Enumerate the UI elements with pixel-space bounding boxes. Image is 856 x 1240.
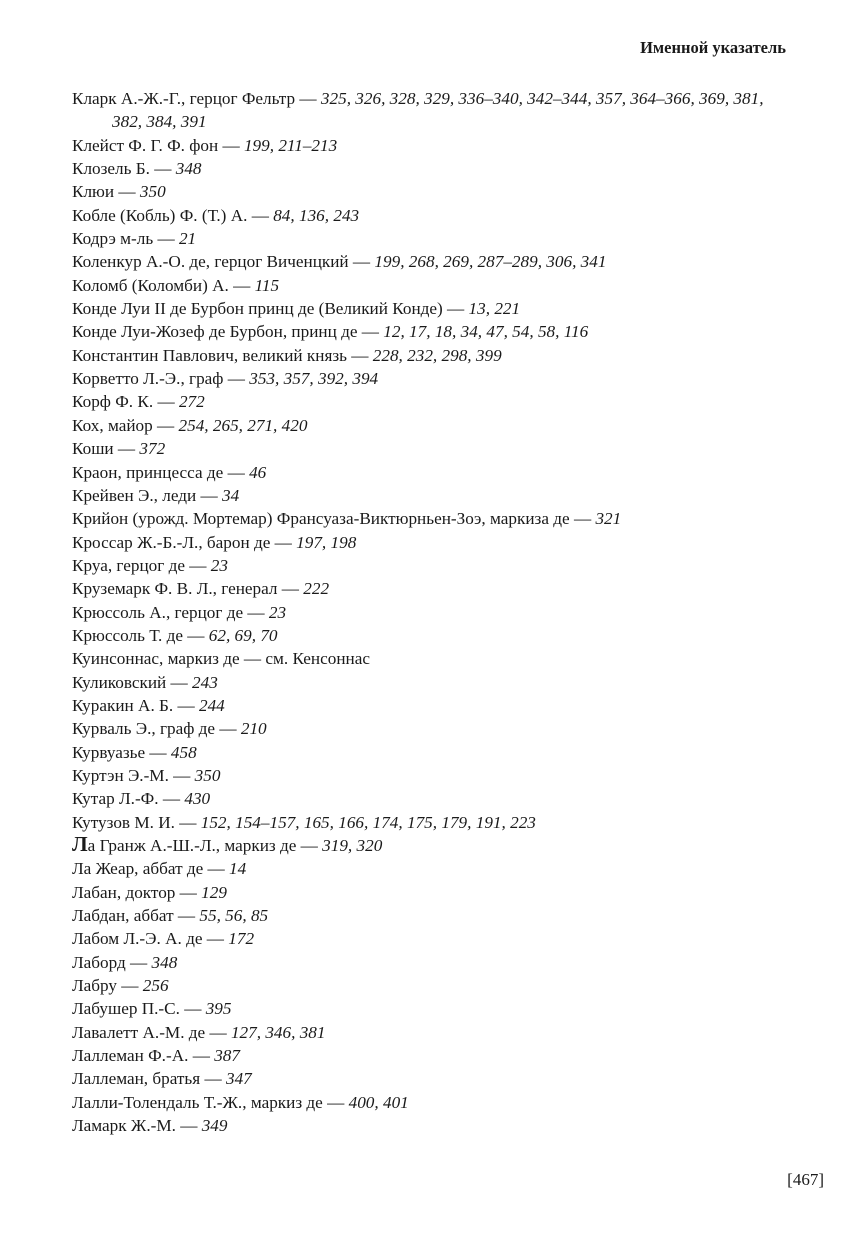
index-entry-name: Лабом Л.-Э. А. де — bbox=[72, 929, 229, 949]
index-entry bbox=[72, 927, 792, 950]
index-entry bbox=[72, 87, 792, 134]
index-entry-name: Корветто Л.-Э., граф — bbox=[72, 369, 250, 389]
index-entry-pages: 272 bbox=[178, 392, 205, 412]
index-entry-name: Клозель Б. — bbox=[72, 159, 176, 179]
index-entry-name: Крийон (урожд. Мортемар) Франсуаза-Виктюрньен-Зоэ, маркиза де — bbox=[72, 509, 596, 529]
index-entry-name: Куинсоннас, маркиз де — см. Кенсоннас bbox=[72, 649, 371, 669]
index-entry-name: Лавалетт А.-М. де — bbox=[72, 1022, 231, 1042]
index-entry bbox=[72, 484, 792, 507]
index-entry-name: Коленкур А.-О. де, герцог Виченцкий — bbox=[72, 252, 375, 272]
index-entry-pages: 372 bbox=[139, 439, 166, 459]
index-entry-name: а Гранж А.-Ш.-Л., маркиз де — bbox=[87, 836, 323, 855]
name-index-list bbox=[72, 87, 792, 1137]
index-entry-pages: 84, 136, 243 bbox=[273, 205, 360, 225]
index-entry-name: Ла Жеар, аббат де — bbox=[72, 859, 230, 879]
index-entry bbox=[72, 694, 792, 717]
index-entry-pages: 210 bbox=[240, 719, 267, 739]
index-entry-name: Коши — bbox=[72, 439, 140, 459]
index-entry-name: Куракин А. Б. — bbox=[72, 695, 199, 715]
index-entry bbox=[72, 1067, 792, 1090]
index-entry-pages: 256 bbox=[142, 976, 169, 996]
index-entry-name: Конде Луи II де Бурбон принц де (Великий Конде) — bbox=[72, 299, 469, 319]
index-entry-pages: 243 bbox=[192, 672, 218, 692]
index-entry-name: Кох, майор — bbox=[72, 415, 179, 435]
index-entry bbox=[72, 461, 792, 484]
index-entry bbox=[72, 904, 792, 927]
index-entry-name: Кроссар Ж.-Б.-Л., барон де — bbox=[72, 532, 297, 552]
index-entry-name: Лабан, доктор — bbox=[72, 882, 202, 902]
index-entry-name: Куртэн Э.-М. — bbox=[72, 765, 195, 785]
index-entry-pages: 228, 232, 298, 399 bbox=[372, 345, 502, 365]
index-entry bbox=[72, 577, 792, 600]
index-entry-pages: 319, 320 bbox=[322, 836, 383, 855]
index-entry bbox=[72, 344, 792, 367]
index-entry bbox=[72, 647, 792, 670]
index-entry bbox=[72, 554, 792, 577]
index-entry-pages: 14 bbox=[229, 859, 247, 879]
index-entry bbox=[72, 250, 792, 273]
index-entry-name: Лабру — bbox=[72, 976, 143, 996]
index-entry-pages: 349 bbox=[201, 1116, 228, 1136]
index-entry bbox=[72, 180, 792, 203]
index-entry-name: Лабушер П.-С. — bbox=[72, 999, 206, 1019]
index-entry-pages: 127, 346, 381 bbox=[230, 1022, 326, 1042]
index-entry-pages: 21 bbox=[178, 229, 197, 249]
index-entry bbox=[72, 204, 792, 227]
index-entry-pages: 348 bbox=[151, 952, 178, 972]
index-entry-name: Курваль Э., граф де — bbox=[72, 719, 241, 739]
index-entry-name: Лабдан, аббат — bbox=[72, 906, 200, 926]
index-entry-name: Кутар Л.-Ф. — bbox=[72, 789, 185, 809]
index-entry-pages: 152, 154–157, 165, 166, 174, 175, 179, 191, 223 bbox=[200, 812, 536, 832]
index-entry-name: Крейвен Э., леди — bbox=[72, 485, 222, 505]
index-entry bbox=[72, 717, 792, 740]
index-entry-name: Клюи — bbox=[72, 182, 140, 202]
index-entry-pages: 395 bbox=[205, 999, 232, 1019]
index-entry bbox=[72, 1091, 792, 1114]
index-entry bbox=[72, 297, 792, 320]
index-entry-pages: 400, 401 bbox=[348, 1092, 409, 1112]
index-entry-pages: 348 bbox=[175, 159, 202, 179]
index-entry-pages: 46 bbox=[249, 462, 267, 482]
index-entry bbox=[72, 390, 792, 413]
index-entry-pages: 222 bbox=[303, 579, 330, 599]
index-entry bbox=[72, 227, 792, 250]
index-entry bbox=[72, 134, 792, 157]
index-entry bbox=[72, 320, 792, 343]
index-entry bbox=[72, 1044, 792, 1067]
index-entry-pages: 350 bbox=[139, 182, 166, 202]
index-entry bbox=[72, 367, 792, 390]
index-entry-pages: 55, 56, 85 bbox=[199, 906, 269, 926]
index-entry-pages: 172 bbox=[228, 929, 255, 949]
index-entry bbox=[72, 951, 792, 974]
index-entry-name: Лаборд — bbox=[72, 952, 152, 972]
index-entry-name: Краон, принцесса де — bbox=[72, 462, 250, 482]
index-entry-pages: 244 bbox=[198, 695, 225, 715]
index-entry bbox=[72, 274, 792, 297]
index-entry-pages: 458 bbox=[170, 742, 197, 762]
index-entry-name: Курвуазье — bbox=[72, 742, 171, 762]
index-entry-pages: 199, 211–213 bbox=[243, 135, 338, 155]
index-entry-pages: 254, 265, 271, 420 bbox=[178, 415, 308, 435]
index-entry-pages: 430 bbox=[184, 789, 211, 809]
index-entry-pages: 13, 221 bbox=[468, 299, 521, 319]
index-entry-pages: 23 bbox=[268, 602, 287, 622]
index-entry bbox=[72, 997, 792, 1020]
index-entry-name: Кларк А.-Ж.-Г., герцог Фельтр — bbox=[72, 89, 321, 108]
index-entry-name: Конде Луи-Жозеф де Бурбон, принц де — bbox=[72, 322, 384, 342]
index-entry bbox=[72, 414, 792, 437]
index-entry bbox=[72, 1114, 792, 1137]
index-entry-pages: 12, 17, 18, 34, 47, 54, 58, 116 bbox=[383, 322, 589, 342]
index-entry bbox=[72, 857, 792, 880]
index-entry bbox=[72, 157, 792, 180]
index-entry bbox=[72, 834, 792, 857]
index-entry-name: Лалли-Толендаль Т.-Ж., маркиз де — bbox=[72, 1092, 349, 1112]
index-entry bbox=[72, 671, 792, 694]
index-entry-pages: 321 bbox=[595, 509, 622, 529]
index-entry-name: Лаллеман Ф.-А. — bbox=[72, 1046, 215, 1066]
index-letter-initial: Л bbox=[72, 832, 88, 856]
running-header: Именной указатель bbox=[640, 38, 786, 57]
index-entry-name: Ламарк Ж.-М. — bbox=[72, 1116, 202, 1136]
index-entry-pages: 199, 268, 269, 287–289, 306, 341 bbox=[374, 252, 607, 272]
index-entry bbox=[72, 437, 792, 460]
index-entry-name: Клейст Ф. Г. Ф. фон — bbox=[72, 135, 244, 155]
index-entry bbox=[72, 881, 792, 904]
index-entry-name: Кодрэ м-ль — bbox=[72, 229, 179, 249]
index-entry-pages: 23 bbox=[210, 555, 228, 575]
index-entry-name: Крюссоль Т. де — bbox=[72, 625, 209, 645]
index-entry-name: Кутузов М. И. — bbox=[72, 812, 201, 832]
index-entry-pages: 197, 198 bbox=[296, 532, 357, 552]
index-entry bbox=[72, 974, 792, 997]
index-entry-pages: 353, 357, 392, 394 bbox=[249, 369, 379, 389]
index-entry bbox=[72, 531, 792, 554]
index-entry bbox=[72, 741, 792, 764]
index-entry bbox=[72, 787, 792, 810]
index-entry bbox=[72, 601, 792, 624]
index-entry bbox=[72, 811, 792, 834]
index-entry-pages: 115 bbox=[254, 275, 280, 295]
index-entry-pages: 350 bbox=[194, 765, 221, 785]
index-entry-name: Константин Павлович, великий князь — bbox=[72, 345, 373, 365]
index-entry-name: Лаллеман, братья — bbox=[72, 1069, 226, 1089]
index-entry-pages: 387 bbox=[214, 1046, 240, 1066]
page-number: [467] bbox=[787, 1170, 824, 1189]
index-entry bbox=[72, 507, 792, 530]
index-entry-name: Куликовский — bbox=[72, 672, 193, 692]
index-entry-name: Корф Ф. К. — bbox=[72, 392, 179, 412]
index-entry bbox=[72, 1021, 792, 1044]
index-entry bbox=[72, 764, 792, 787]
index-entry-pages: 34 bbox=[221, 485, 240, 505]
index-entry-name: Крюссоль А., герцог де — bbox=[72, 602, 269, 622]
index-entry-pages: 325, 326, 328, 329, 336–340, 342–344, 357, 364–366, 369, 381, 382, 384, 391 bbox=[112, 89, 764, 132]
index-entry bbox=[72, 624, 792, 647]
index-entry-name: Круа, герцог де — bbox=[72, 555, 211, 575]
index-entry-pages: 62, 69, 70 bbox=[208, 625, 278, 645]
index-entry-name: Круземарк Ф. В. Л., генерал — bbox=[72, 579, 304, 599]
index-entry-name: Кобле (Кобль) Ф. (Т.) А. — bbox=[72, 205, 274, 225]
index-entry-pages: 129 bbox=[201, 882, 227, 902]
index-entry-pages: 347 bbox=[225, 1069, 252, 1089]
index-entry-name: Коломб (Коломби) А. — bbox=[72, 275, 255, 295]
